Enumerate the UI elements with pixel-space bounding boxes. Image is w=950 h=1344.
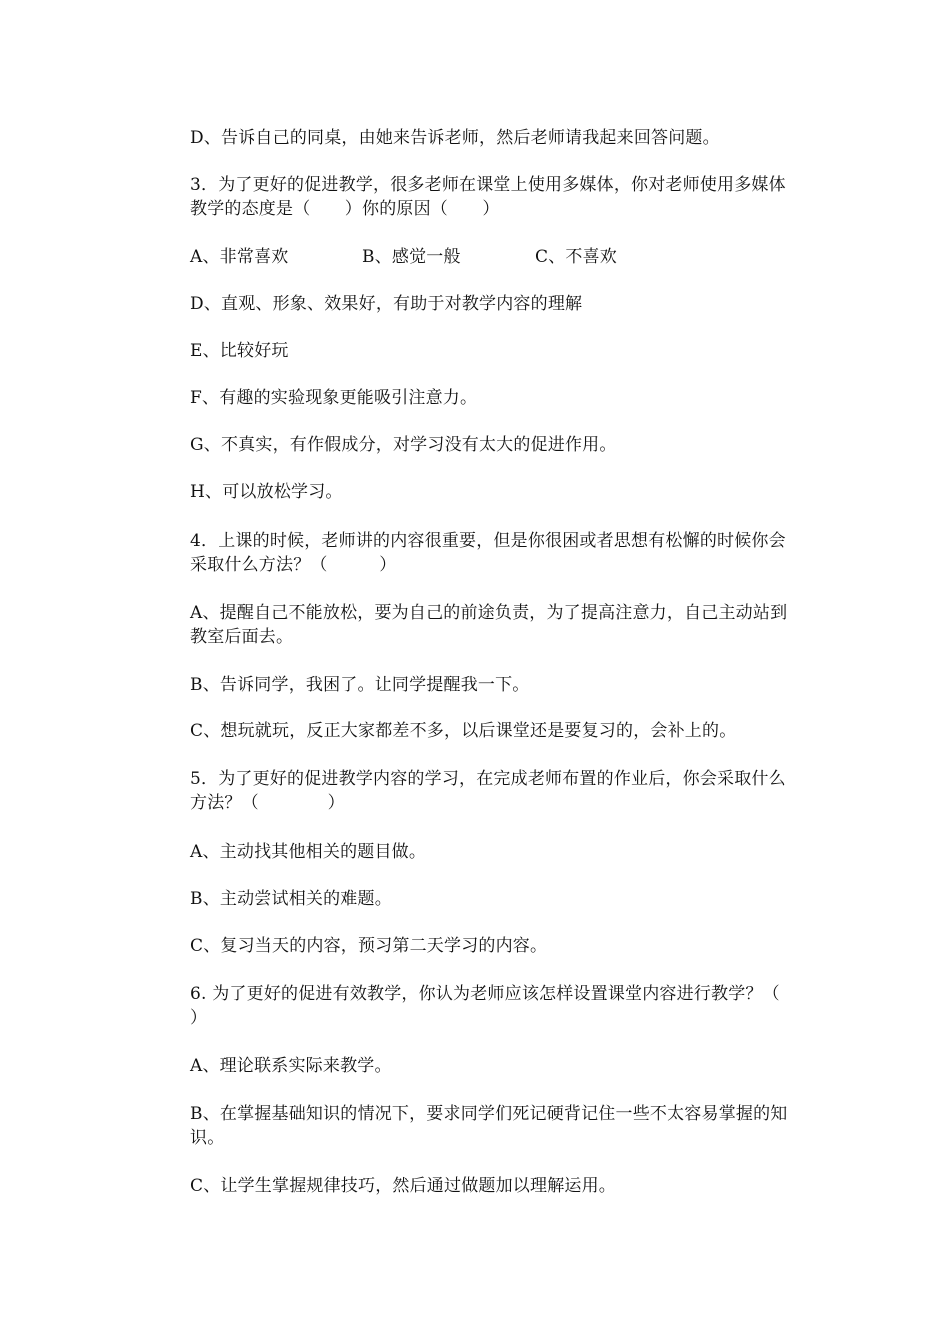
- q3-reason-f: F、有趣的实验现象更能吸引注意力。: [190, 388, 478, 408]
- q3-option-a: A、非常喜欢: [190, 247, 289, 267]
- q4-option-b: B、告诉同学，我困了。让同学提醒我一下。: [190, 675, 530, 695]
- q2-option-d: D、告诉自己的同桌，由她来告诉老师，然后老师请我起来回答问题。: [190, 128, 720, 148]
- question-3: 3．为了更好的促进教学，很多老师在课堂上使用多媒体，你对老师使用多媒体教学的态度是（ ）你的原因（ ）: [190, 175, 786, 219]
- q3-reason-g: G、不真实，有作假成分，对学习没有太大的促进作用。: [190, 435, 617, 455]
- q3-reason-d: D、直观、形象、效果好，有助于对教学内容的理解: [190, 294, 583, 314]
- q3-option-b: B、感觉一般: [362, 247, 461, 267]
- q3-option-c: C、不喜欢: [535, 247, 618, 267]
- q6-option-c: C、让学生掌握规律技巧，然后通过做题加以理解运用。: [190, 1176, 617, 1196]
- q3-options-row: [190, 245, 802, 269]
- q3-reason-e: E、比较好玩: [190, 341, 289, 361]
- q6-option-a: A、理论联系实际来教学。: [190, 1056, 392, 1076]
- q3-reason-h: H、可以放松学习。: [190, 482, 343, 502]
- q4-option-c: C、想玩就玩，反正大家都差不多，以后课堂还是要复习的，会补上的。: [190, 721, 737, 741]
- q4-option-a: A、提醒自己不能放松，要为自己的前途负责，为了提高注意力，自己主动站到教室后面去。: [190, 603, 788, 647]
- question-6: 6. 为了更好的促进有效教学，你认为老师应该怎样设置课堂内容进行教学？（ ）: [190, 984, 815, 1028]
- question-5: 5．为了更好的促进教学内容的学习，在完成老师布置的作业后，你会采取什么方法？（ ）: [190, 769, 786, 813]
- q5-option-c: C、复习当天的内容，预习第二天学习的内容。: [190, 936, 548, 956]
- q5-option-a: A、主动找其他相关的题目做。: [190, 842, 427, 862]
- q5-option-b: B、主动尝试相关的难题。: [190, 889, 392, 909]
- question-4: 4．上课的时候，老师讲的内容很重要，但是你很困或者思想有松懈的时候你会采取什么方法？（ ）: [190, 531, 786, 575]
- q6-option-b: B、在掌握基础知识的情况下，要求同学们死记硬背记住一些不太容易掌握的知识。: [190, 1104, 788, 1148]
